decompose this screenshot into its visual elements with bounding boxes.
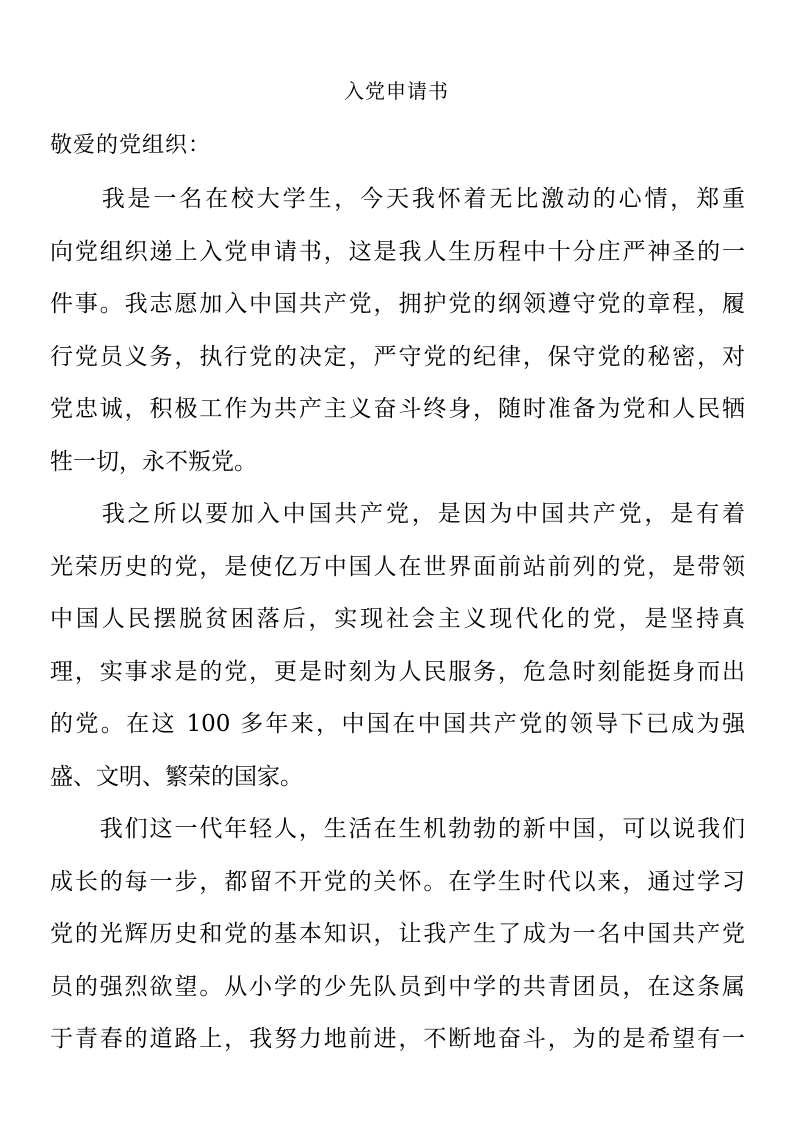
paragraph-2-line-1: 我之所以要加入中国共产党，是因为中国共产党，是有着 bbox=[50, 501, 745, 527]
paragraph-3-line-2: 成长的每一步，都留不开党的关怀。在学生时代以来，通过学习 bbox=[50, 869, 745, 895]
paragraph-3-line-1: 我们这一代年轻人，生活在生机勃勃的新中国，可以说我们 bbox=[50, 816, 745, 842]
paragraph-1-line-1: 我是一名在校大学生，今天我怀着无比激动的心情，郑重 bbox=[50, 186, 745, 212]
paragraph-2-line-5: 的党。在这 100 多年来，中国在中国共产党的领导下已成为强 bbox=[50, 711, 745, 737]
paragraph-1-line-4: 行党员义务，执行党的决定，严守党的纪律，保守党的秘密，对 bbox=[50, 344, 745, 370]
paragraph-3-line-3: 党的光辉历史和党的基本知识，让我产生了成为一名中国共产党 bbox=[50, 921, 745, 947]
paragraph-1-line-2: 向党组织递上入党申请书，这是我人生历程中十分庄严神圣的一 bbox=[50, 239, 745, 265]
paragraph-2-line-4: 理，实事求是的党，更是时刻为人民服务，危急时刻能挺身而出 bbox=[50, 659, 745, 685]
paragraph-2-line-3: 中国人民摆脱贫困落后，实现社会主义现代化的党，是坚持真 bbox=[50, 606, 745, 632]
paragraph-2-line-2: 光荣历史的党，是使亿万中国人在世界面前站前列的党，是带领 bbox=[50, 554, 745, 580]
paragraph-1-line-3: 件事。我志愿加入中国共产党，拥护党的纲领遵守党的章程，履 bbox=[50, 291, 745, 317]
paragraph-3-line-5: 于青春的道路上，我努力地前进，不断地奋斗，为的是希望有一 bbox=[50, 1026, 745, 1052]
document-title: 入党申请书 bbox=[344, 79, 449, 103]
paragraph-1-line-6: 牲一切，永不叛党。 bbox=[50, 449, 257, 475]
salutation: 敬爱的党组织： bbox=[50, 133, 212, 158]
paragraph-3-line-4: 员的强烈欲望。从小学的少先队员到中学的共青团员，在这条属 bbox=[50, 974, 745, 1000]
paragraph-1-line-5: 党忠诚，积极工作为共产主义奋斗终身，随时准备为党和人民牺 bbox=[50, 396, 745, 422]
paragraph-2-line-6: 盛、文明、繁荣的国家。 bbox=[50, 764, 303, 790]
